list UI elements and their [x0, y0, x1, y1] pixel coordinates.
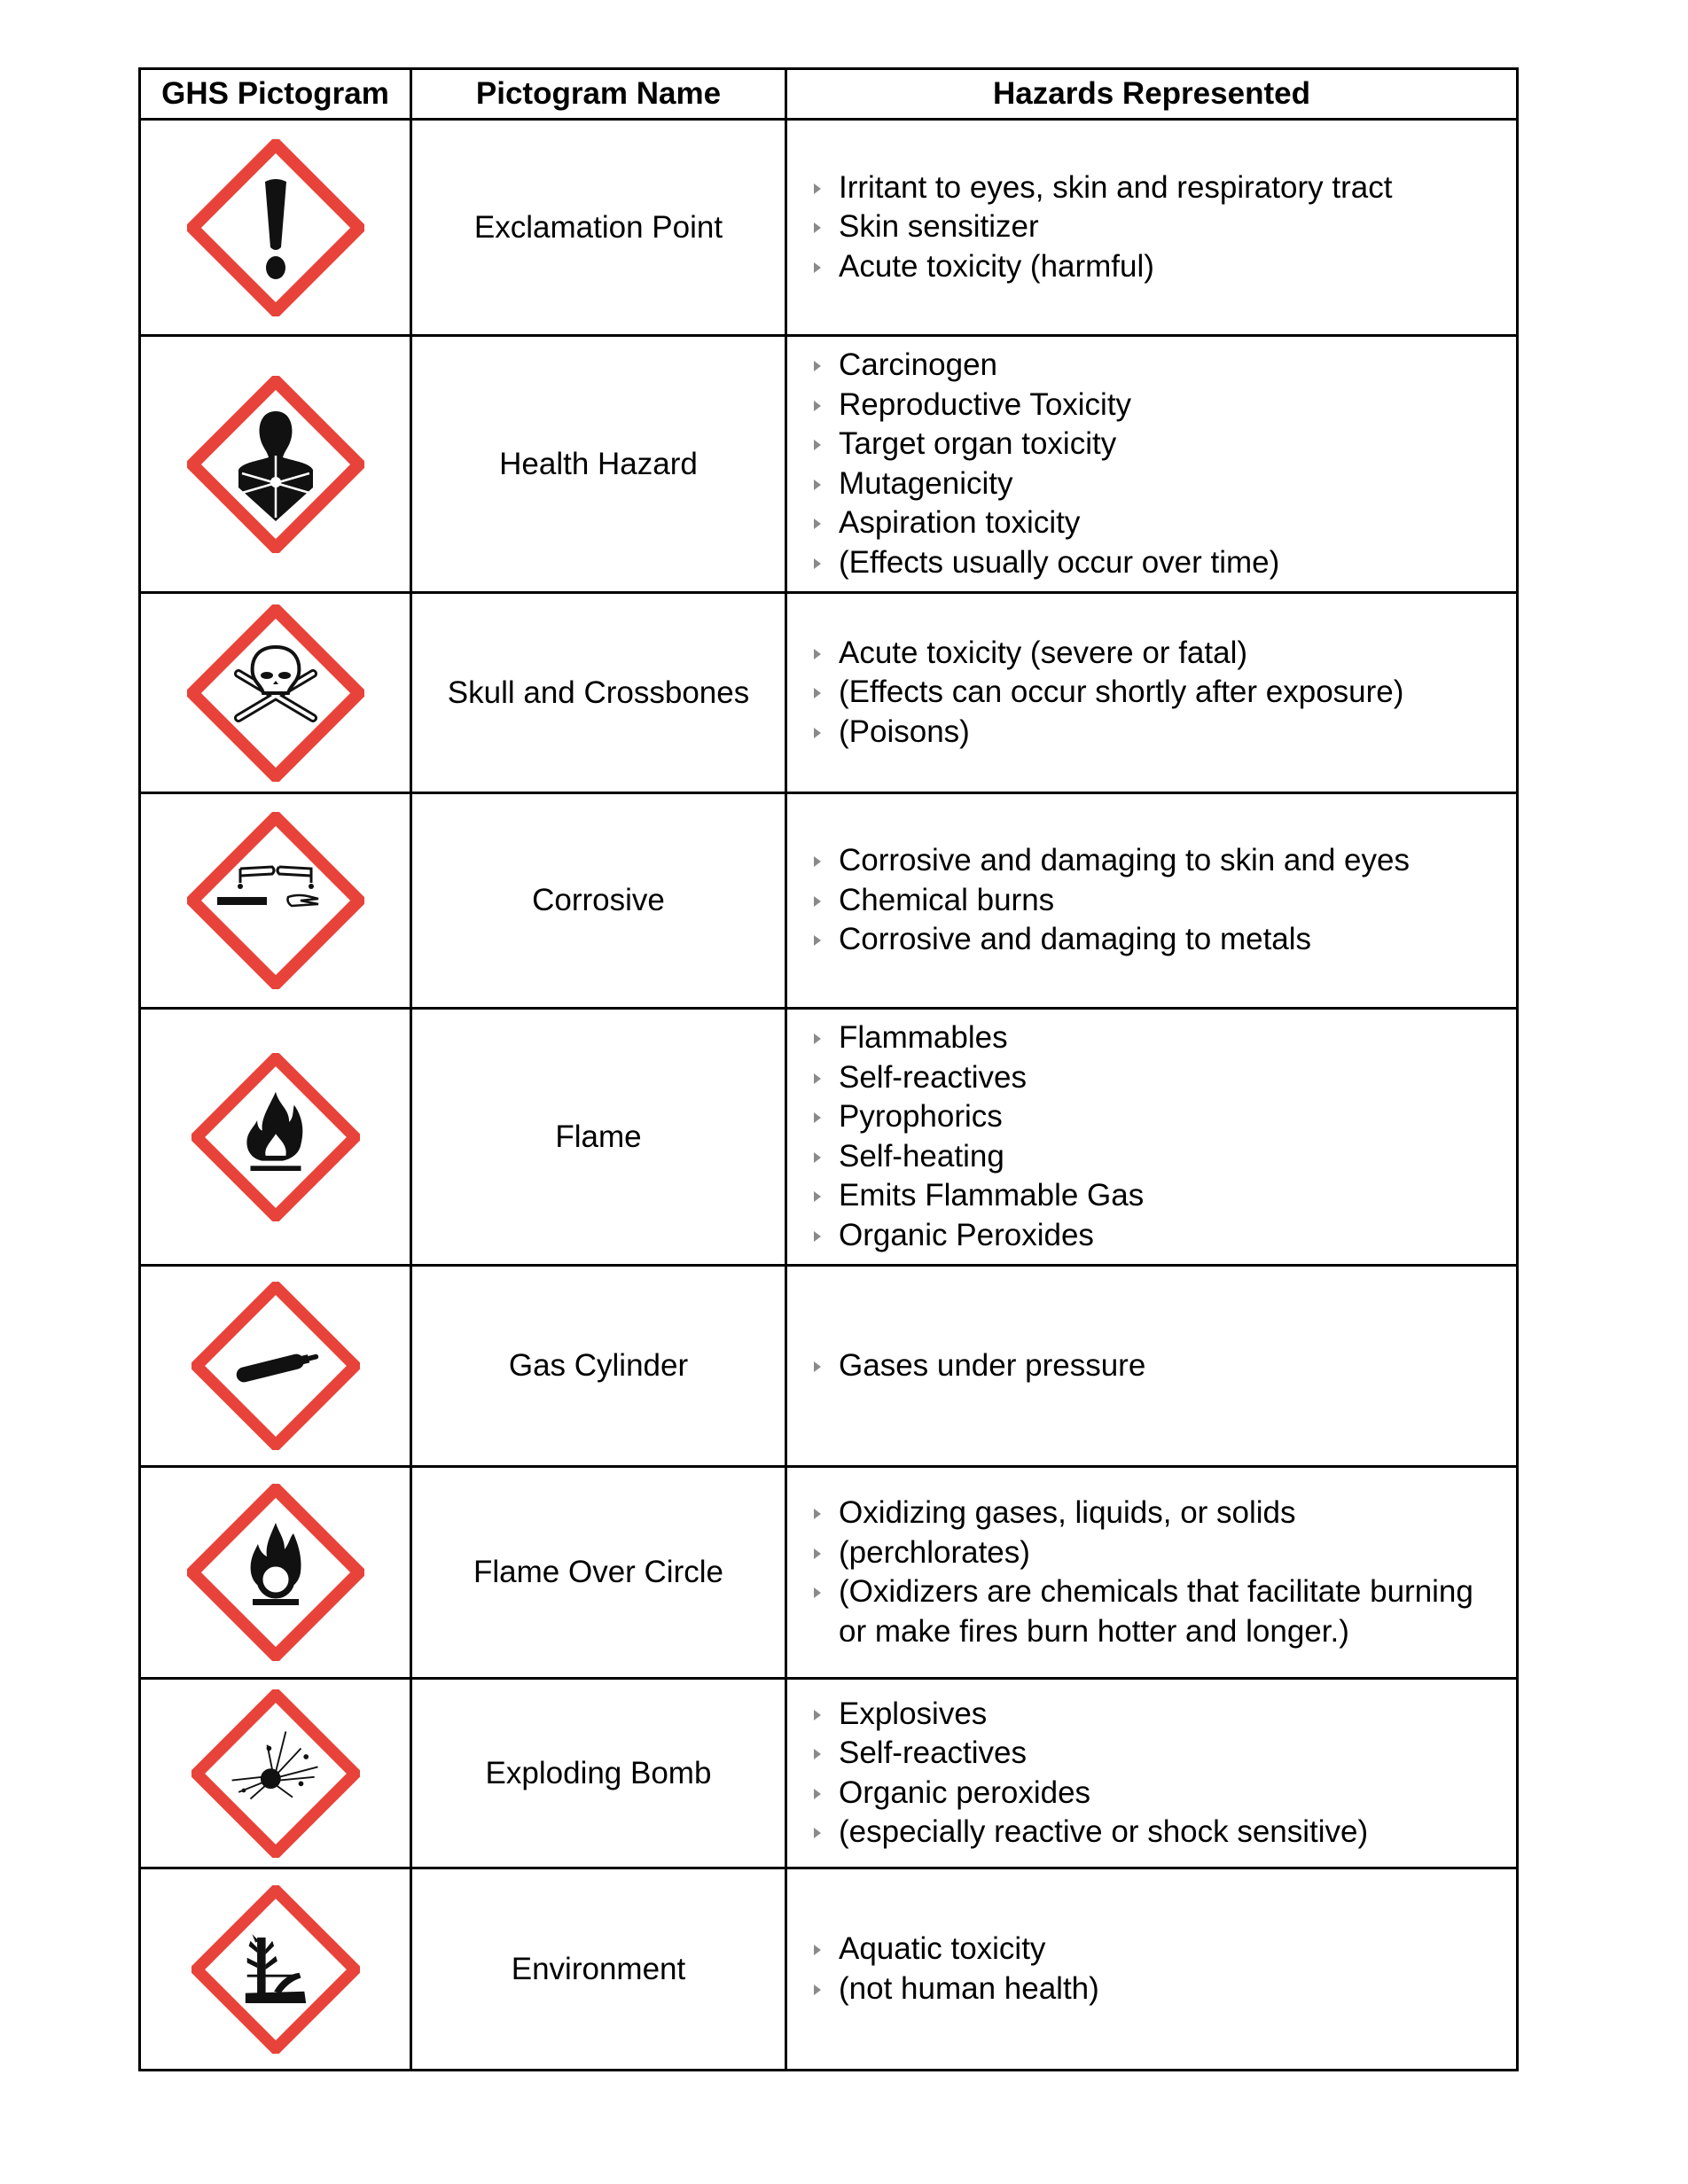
header-pictogram-name: Pictogram Name [411, 69, 786, 120]
table-row [140, 1868, 1518, 2071]
hazard-item: (perchlorates) [812, 1533, 1498, 1573]
pictogram-name: Exclamation Point [411, 120, 786, 336]
hazard-list [812, 1695, 1498, 1852]
hazard-item: Carcinogen [812, 346, 1498, 386]
header-ghs-pictogram: GHS Pictogram [140, 69, 411, 120]
exploding-bomb-icon [191, 1689, 360, 1858]
pictogram-name: Health Hazard [411, 336, 786, 593]
hazard-item: (not human health) [812, 1970, 1498, 2009]
table-row [140, 336, 1518, 593]
table-row [140, 1467, 1518, 1679]
hazard-item: Mutagenicity [812, 464, 1498, 504]
hazards-cell [786, 1679, 1518, 1868]
hazard-item: Aspiration toxicity [812, 503, 1498, 543]
hazard-item: Gases under pressure [812, 1346, 1498, 1386]
hazards-cell [786, 120, 1518, 336]
pictogram-name: Environment [411, 1868, 786, 2071]
pictogram-name: Corrosive [411, 793, 786, 1009]
hazard-item: (Oxidizers are chemicals that facilitate burning [812, 1572, 1498, 1612]
hazards-cell [786, 1009, 1518, 1266]
hazard-item: Organic Peroxides [812, 1216, 1498, 1256]
hazard-item: Corrosive and damaging to metals [812, 920, 1498, 960]
pictogram-cell [140, 1868, 411, 2071]
hazard-item: Skin sensitizer [812, 207, 1498, 247]
hazard-item: Aquatic toxicity [812, 1930, 1498, 1970]
hazard-item: (Effects can occur shortly after exposure) [812, 673, 1498, 713]
hazards-cell [786, 1868, 1518, 2071]
hazard-list [812, 841, 1498, 960]
hazard-item: Self-reactives [812, 1734, 1498, 1774]
pictogram-cell [140, 1467, 411, 1679]
hazard-item: Acute toxicity (harmful) [812, 247, 1498, 287]
hazard-list [812, 1018, 1498, 1255]
ghs-pictogram-table [138, 67, 1519, 2071]
hazard-item: Explosives [812, 1695, 1498, 1735]
flame-over-circle-icon [187, 1484, 364, 1661]
hazard-item: Organic peroxides [812, 1774, 1498, 1814]
table-row [140, 120, 1518, 336]
hazard-item: Self-reactives [812, 1058, 1498, 1098]
table-row [140, 793, 1518, 1009]
hazard-list [812, 1930, 1498, 2008]
gas-cylinder-icon [191, 1282, 360, 1450]
pictogram-cell [140, 336, 411, 593]
hazards-cell [786, 593, 1518, 793]
hazard-list [812, 1346, 1498, 1386]
table-row [140, 1679, 1518, 1868]
flame-icon [191, 1053, 360, 1221]
exclamation-point-icon [187, 139, 364, 316]
pictogram-cell [140, 1266, 411, 1467]
hazards-cell [786, 336, 1518, 593]
header-hazards-represented: Hazards Represented [786, 69, 1518, 120]
hazard-item: Flammables [812, 1018, 1498, 1058]
hazard-item: Oxidizing gases, liquids, or solids [812, 1494, 1498, 1533]
pictogram-cell [140, 593, 411, 793]
hazards-cell [786, 1467, 1518, 1679]
hazard-item: Chemical burns [812, 881, 1498, 921]
hazard-item: Corrosive and damaging to skin and eyes [812, 841, 1498, 881]
skull-crossbones-icon [187, 604, 364, 782]
table-row [140, 1009, 1518, 1266]
table-row [140, 593, 1518, 793]
hazard-list [812, 634, 1498, 753]
pictogram-cell [140, 793, 411, 1009]
hazard-item: Emits Flammable Gas [812, 1176, 1498, 1216]
hazards-cell [786, 1266, 1518, 1467]
hazard-item: Irritant to eyes, skin and respiratory tract [812, 168, 1498, 208]
hazards-cell [786, 793, 1518, 1009]
corrosive-icon [187, 812, 364, 989]
pictogram-cell [140, 1009, 411, 1266]
hazard-item: Target organ toxicity [812, 425, 1498, 464]
pictogram-name: Gas Cylinder [411, 1266, 786, 1467]
pictogram-name: Skull and Crossbones [411, 593, 786, 793]
hazard-item: Reproductive Toxicity [812, 386, 1498, 425]
health-hazard-icon [187, 376, 364, 553]
pictogram-name: Flame Over Circle [411, 1467, 786, 1679]
pictogram-name: Flame [411, 1009, 786, 1266]
hazard-item: Pyrophorics [812, 1097, 1498, 1137]
pictogram-cell [140, 120, 411, 336]
hazard-item: Self-heating [812, 1137, 1498, 1177]
table-header-row [140, 69, 1518, 120]
hazard-list [812, 346, 1498, 582]
hazard-item-continuation: or make fires burn hotter and longer.) [839, 1613, 1349, 1649]
hazard-item: (Poisons) [812, 713, 1498, 753]
table-row [140, 1266, 1518, 1467]
pictogram-cell [140, 1679, 411, 1868]
hazard-item: (especially reactive or shock sensitive) [812, 1813, 1498, 1852]
pictogram-name: Exploding Bomb [411, 1679, 786, 1868]
hazard-list [812, 1494, 1498, 1651]
environment-icon [191, 1885, 360, 2054]
hazard-list [812, 168, 1498, 287]
hazard-item: Acute toxicity (severe or fatal) [812, 634, 1498, 674]
hazard-item: (Effects usually occur over time) [812, 543, 1498, 583]
